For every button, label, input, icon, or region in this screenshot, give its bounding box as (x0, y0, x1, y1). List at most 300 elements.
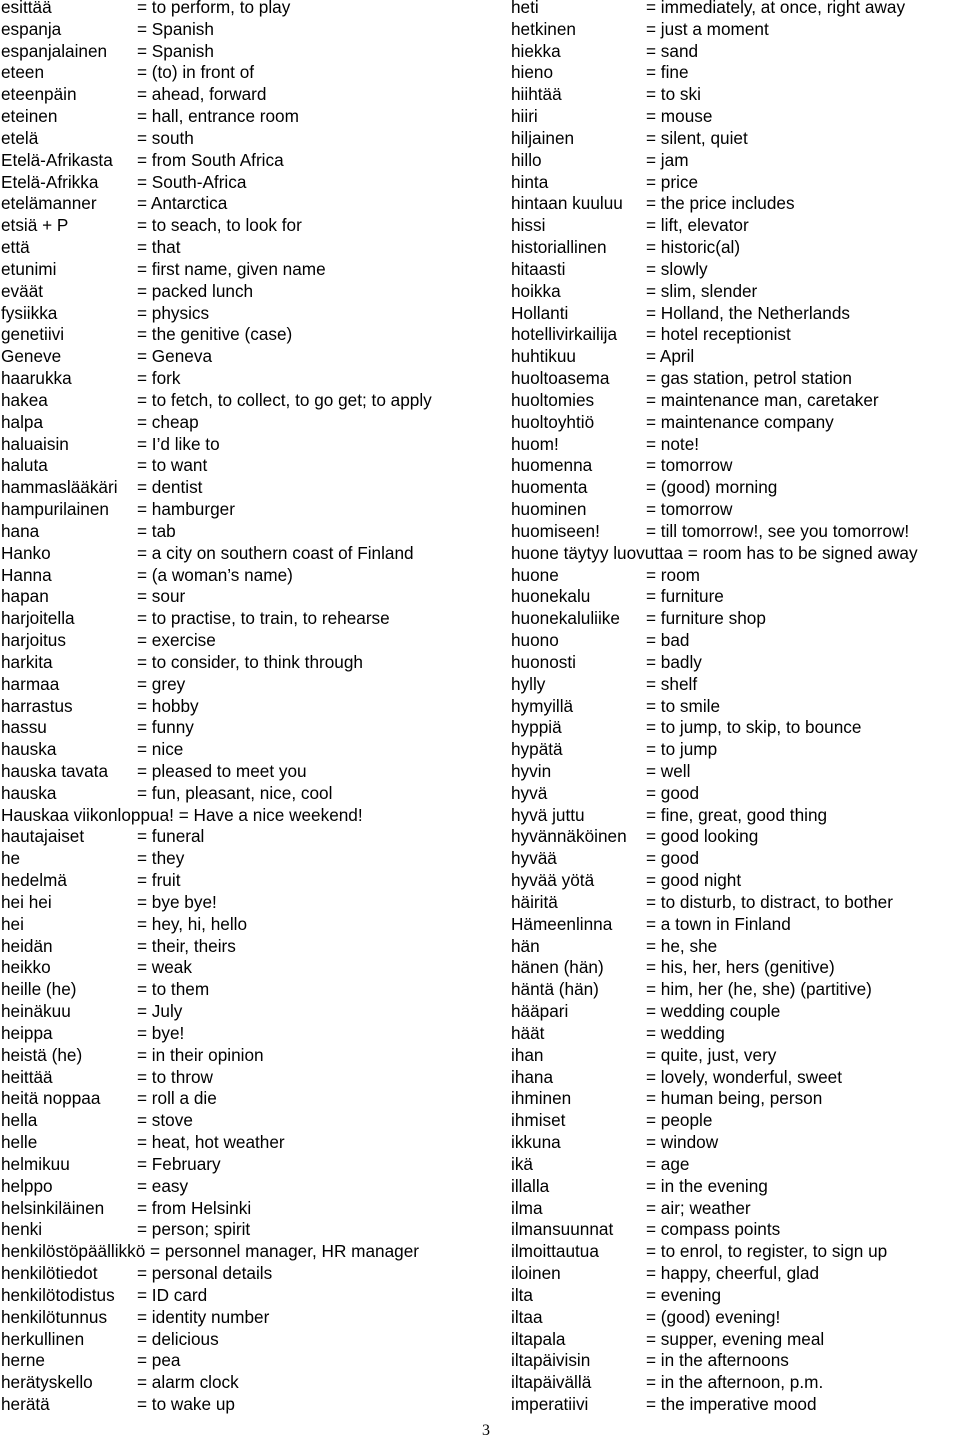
finnish-term: hyvää yötä (511, 870, 595, 891)
vocabulary-entry (1, 1045, 491, 1067)
english-definition: = packed lunch (137, 280, 254, 301)
vocabulary-entry (511, 1088, 960, 1110)
english-definition: = to consider, to think through (137, 651, 363, 672)
finnish-term: häntä (hän) (511, 979, 599, 1000)
vocabulary-entry (511, 936, 960, 958)
finnish-term: herne (1, 1350, 45, 1371)
english-definition: = supper, evening meal (646, 1328, 825, 1349)
finnish-term: fysiikka (1, 302, 58, 323)
english-definition: = Spanish (137, 18, 214, 39)
english-definition: = room (646, 564, 700, 585)
finnish-term: hoikka (511, 280, 561, 301)
english-definition: = weak (137, 957, 192, 978)
finnish-term: hiljainen (511, 127, 575, 148)
vocabulary-entry (511, 1132, 960, 1154)
vocabulary-entry (511, 521, 960, 543)
finnish-term: ihan (511, 1044, 544, 1065)
finnish-term: iltapäivisin (511, 1350, 591, 1371)
entry-full-line: Hauskaa viikonloppua! = Have a nice weekend! (1, 804, 363, 825)
vocabulary-entry (1, 1307, 491, 1329)
english-definition: = April (646, 346, 695, 367)
english-definition: = the price includes (646, 193, 795, 214)
english-definition: = good (646, 848, 700, 869)
finnish-term: ihminen (511, 1088, 572, 1109)
vocabulary-entry (511, 1219, 960, 1241)
finnish-term: eteenpäin (1, 84, 77, 105)
english-definition: = fruit (137, 870, 181, 891)
finnish-term: Hanna (1, 564, 52, 585)
vocabulary-entry (1, 1154, 491, 1176)
entry-full-line: henkilöstöpäällikkö = personnel manager, HR manager (1, 1241, 419, 1262)
english-definition: = easy (137, 1175, 189, 1196)
vocabulary-entry (1, 1132, 491, 1154)
vocabulary-entry (1, 412, 491, 434)
vocabulary-entry (511, 193, 960, 215)
finnish-term: hella (1, 1110, 38, 1131)
finnish-term: imperatiivi (511, 1394, 589, 1414)
english-definition: = in the afternoon, p.m. (646, 1372, 824, 1393)
vocabulary-entry (1, 1088, 491, 1110)
english-definition: = wedding (646, 1022, 725, 1043)
page-number: 3 (482, 1422, 490, 1439)
english-definition: = from Helsinki (137, 1197, 252, 1218)
finnish-term: huonosti (511, 651, 576, 672)
vocabulary-entry (511, 499, 960, 521)
english-definition: = badly (646, 651, 702, 672)
finnish-term: harkita (1, 651, 53, 672)
vocabulary-entry (1, 434, 491, 456)
vocabulary-entry (511, 848, 960, 870)
vocabulary-entry (511, 281, 960, 303)
english-definition: = a town in Finland (646, 913, 791, 934)
finnish-term: Hanko (1, 542, 51, 563)
finnish-term: henkilötunnus (1, 1306, 108, 1327)
english-definition: = from South Africa (137, 149, 284, 170)
vocabulary-entry (511, 477, 960, 499)
finnish-term: helmikuu (1, 1153, 70, 1174)
english-definition: = to wake up (137, 1394, 235, 1414)
vocabulary-entry (1, 1198, 491, 1220)
english-definition: = to practise, to train, to rehearse (137, 608, 390, 629)
vocabulary-entry (1, 477, 491, 499)
vocabulary-entry (1, 1350, 491, 1372)
english-definition: = wedding couple (646, 1001, 781, 1022)
english-definition: = grey (137, 673, 186, 694)
vocabulary-entry (511, 783, 960, 805)
finnish-term: helsinkiläinen (1, 1197, 105, 1218)
finnish-term: iltapäivällä (511, 1372, 592, 1393)
finnish-term: Etelä-Afrikasta (1, 149, 113, 170)
vocabulary-entry (1, 630, 491, 652)
finnish-term: genetiivi (1, 324, 65, 345)
finnish-term: helle (1, 1132, 38, 1153)
english-definition: = shelf (646, 673, 698, 694)
english-definition: = (a woman’s name) (137, 564, 293, 585)
vocabulary-entry (511, 696, 960, 718)
english-definition: = him, her (he, she) (partitive) (646, 979, 872, 1000)
english-definition: = quite, just, very (646, 1044, 777, 1065)
english-definition: = to throw (137, 1066, 213, 1087)
english-definition: = note! (646, 433, 700, 454)
vocabulary-entry (511, 1176, 960, 1198)
vocabulary-entry (511, 1350, 960, 1372)
finnish-term: heikko (1, 957, 51, 978)
finnish-term: hän (511, 935, 540, 956)
finnish-term: hinta (511, 171, 549, 192)
english-definition: = in the afternoons (646, 1350, 789, 1371)
finnish-term: herkullinen (1, 1328, 85, 1349)
finnish-term: Hämeenlinna (511, 913, 613, 934)
english-definition: = evening (646, 1284, 722, 1305)
english-definition: = he, she (646, 935, 718, 956)
finnish-term: huone (511, 564, 559, 585)
finnish-term: eväät (1, 280, 44, 301)
english-definition: = bye bye! (137, 891, 217, 912)
vocabulary-entry (511, 1001, 960, 1023)
finnish-term: hammaslääkäri (1, 477, 118, 498)
finnish-term: hauska tavata (1, 760, 109, 781)
english-definition: = silent, quiet (646, 127, 748, 148)
vocabulary-entry (511, 1067, 960, 1089)
english-definition: = funny (137, 717, 194, 738)
vocabulary-entry (511, 434, 960, 456)
vocabulary-entry (1, 761, 491, 783)
vocabulary-entry (511, 1372, 960, 1394)
english-definition: = age (646, 1153, 690, 1174)
english-definition: = fine (646, 62, 689, 83)
finnish-term: huhtikuu (511, 346, 576, 367)
english-definition: = tab (137, 520, 176, 541)
vocabulary-entry (1, 324, 491, 346)
vocabulary-entry (1, 84, 491, 106)
english-definition: = to jump, to skip, to bounce (646, 717, 862, 738)
english-definition: = happy, cheerful, glad (646, 1263, 820, 1284)
english-definition: = to smile (646, 695, 721, 716)
vocabulary-entry (1, 652, 491, 674)
vocabulary-entry (1, 1372, 491, 1394)
vocabulary-entry (1, 1219, 491, 1241)
finnish-term: harjoitella (1, 608, 75, 629)
english-definition: = South-Africa (137, 171, 247, 192)
vocabulary-entry (511, 717, 960, 739)
english-definition: = hall, entrance room (137, 106, 299, 127)
finnish-term: hedelmä (1, 870, 67, 891)
finnish-term: illalla (511, 1175, 550, 1196)
finnish-term: heidän (1, 935, 53, 956)
english-definition: = first name, given name (137, 258, 326, 279)
left-vocabulary-column (1, 0, 491, 1416)
finnish-term: huomenna (511, 455, 593, 476)
english-definition: = good looking (646, 826, 759, 847)
vocabulary-entry (511, 1285, 960, 1307)
english-definition: = fine, great, good thing (646, 804, 828, 825)
vocabulary-entry (511, 41, 960, 63)
vocabulary-entry (511, 1307, 960, 1329)
finnish-term: historiallinen (511, 237, 607, 258)
finnish-term: huoltoyhtiö (511, 411, 595, 432)
vocabulary-entry (511, 892, 960, 914)
english-definition: = just a moment (646, 18, 769, 39)
vocabulary-entry (1, 455, 491, 477)
english-definition: = in their opinion (137, 1044, 264, 1065)
finnish-term: ihana (511, 1066, 554, 1087)
english-definition: = Geneva (137, 346, 213, 367)
english-definition: = people (646, 1110, 713, 1131)
vocabulary-entry (1, 805, 491, 827)
finnish-term: hyvä juttu (511, 804, 585, 825)
finnish-term: etelämanner (1, 193, 97, 214)
finnish-term: ilmansuunnat (511, 1219, 614, 1240)
finnish-term: etelä (1, 127, 39, 148)
finnish-term: huonekalu (511, 586, 591, 607)
finnish-term: hauska (1, 782, 57, 803)
english-definition: = immediately, at once, right away (646, 0, 906, 17)
vocabulary-entry (1, 303, 491, 325)
finnish-term: hyvännäköinen (511, 826, 627, 847)
finnish-term: hiihtää (511, 84, 562, 105)
english-definition: = slim, slender (646, 280, 758, 301)
finnish-term: he (1, 848, 21, 869)
vocabulary-entry (1, 1001, 491, 1023)
vocabulary-entry (1, 390, 491, 412)
vocabulary-entry (1, 783, 491, 805)
finnish-term: huom! (511, 433, 559, 454)
finnish-term: hillo (511, 149, 542, 170)
finnish-term: etsiä + P (1, 215, 69, 236)
vocabulary-entry (1, 1263, 491, 1285)
finnish-term: huomiseen! (511, 520, 600, 541)
finnish-term: hyvää (511, 848, 557, 869)
vocabulary-entry (511, 1263, 960, 1285)
vocabulary-entry (511, 0, 960, 19)
vocabulary-entry (1, 739, 491, 761)
vocabulary-entry (511, 1110, 960, 1132)
finnish-term: hymyillä (511, 695, 574, 716)
finnish-term: heti (511, 0, 539, 17)
english-definition: = slowly (646, 258, 708, 279)
vocabulary-entry (1, 979, 491, 1001)
finnish-term: huono (511, 630, 559, 651)
english-definition: = dentist (137, 477, 203, 498)
finnish-term: ilma (511, 1197, 543, 1218)
vocabulary-entry (511, 1023, 960, 1045)
vocabulary-entry (511, 1394, 960, 1416)
finnish-term: hautajaiset (1, 826, 85, 847)
finnish-term: hääpari (511, 1001, 569, 1022)
english-definition: = February (137, 1153, 221, 1174)
english-definition: = Antarctica (137, 193, 228, 214)
english-definition: = to fetch, to collect, to go get; to apply (137, 389, 432, 410)
entry-full-line: huone täytyy luovuttaa = room has to be signed away (511, 542, 918, 563)
finnish-term: hauska (1, 739, 57, 760)
english-definition: = to enrol, to register, to sign up (646, 1241, 888, 1262)
vocabulary-entry (511, 739, 960, 761)
english-definition: = compass points (646, 1219, 781, 1240)
vocabulary-entry (1, 346, 491, 368)
finnish-term: heinäkuu (1, 1001, 71, 1022)
english-definition: = that (137, 237, 181, 258)
finnish-term: hyvin (511, 760, 552, 781)
vocabulary-entry (511, 565, 960, 587)
vocabulary-entry (1, 957, 491, 979)
finnish-term: hana (1, 520, 40, 541)
vocabulary-entry (1, 237, 491, 259)
english-definition: = mouse (646, 106, 713, 127)
finnish-term: hampurilainen (1, 499, 109, 520)
english-definition: = their, theirs (137, 935, 236, 956)
vocabulary-entry (1, 1110, 491, 1132)
english-definition: = gas station, petrol station (646, 368, 852, 389)
vocabulary-entry (511, 914, 960, 936)
vocabulary-entry (1, 1067, 491, 1089)
english-definition: = to perform, to play (137, 0, 291, 17)
finnish-term: esittää (1, 0, 52, 17)
english-definition: = lovely, wonderful, sweet (646, 1066, 843, 1087)
english-definition: = personal details (137, 1263, 273, 1284)
english-definition: = exercise (137, 630, 216, 651)
vocabulary-entry (1, 19, 491, 41)
english-definition: = alarm clock (137, 1372, 239, 1393)
english-definition: = (to) in front of (137, 62, 255, 83)
english-definition: = air; weather (646, 1197, 751, 1218)
english-definition: = cheap (137, 411, 199, 432)
vocabulary-entry (1, 586, 491, 608)
finnish-term: haluaisin (1, 433, 69, 454)
english-definition: = his, her, hers (genitive) (646, 957, 835, 978)
vocabulary-entry (1, 41, 491, 63)
vocabulary-entry (511, 215, 960, 237)
english-definition: = person; spirit (137, 1219, 251, 1240)
vocabulary-entry (511, 543, 960, 565)
english-definition: = the imperative mood (646, 1394, 817, 1414)
finnish-term: henkilötodistus (1, 1284, 115, 1305)
english-definition: = hey, hi, hello (137, 913, 248, 934)
finnish-term: hei (1, 913, 24, 934)
finnish-term: heippa (1, 1022, 53, 1043)
finnish-term: ihmiset (511, 1110, 566, 1131)
english-definition: = pleased to meet you (137, 760, 307, 781)
vocabulary-entry (1, 172, 491, 194)
english-definition: = to them (137, 979, 210, 1000)
vocabulary-entry (1, 914, 491, 936)
finnish-term: huomenta (511, 477, 588, 498)
english-definition: = hotel receptionist (646, 324, 791, 345)
vocabulary-entry (511, 652, 960, 674)
vocabulary-entry (511, 106, 960, 128)
english-definition: = (good) evening! (646, 1306, 781, 1327)
finnish-term: ilta (511, 1284, 533, 1305)
vocabulary-entry (1, 892, 491, 914)
english-definition: = sand (646, 40, 699, 61)
vocabulary-entry (1, 62, 491, 84)
vocabulary-entry (511, 455, 960, 477)
vocabulary-entry (1, 128, 491, 150)
vocabulary-entry (1, 1285, 491, 1307)
vocabulary-entry (511, 303, 960, 325)
english-definition: = stove (137, 1110, 193, 1131)
vocabulary-entry (1, 150, 491, 172)
vocabulary-entry (511, 761, 960, 783)
vocabulary-entry (1, 870, 491, 892)
english-definition: = jam (646, 149, 689, 170)
finnish-term: haluta (1, 455, 48, 476)
english-definition: = tomorrow (646, 455, 733, 476)
english-definition: = fork (137, 368, 181, 389)
vocabulary-entry (511, 128, 960, 150)
finnish-term: halpa (1, 411, 44, 432)
finnish-term: heistä (he) (1, 1044, 83, 1065)
english-definition: = to want (137, 455, 208, 476)
vocabulary-entry (1, 674, 491, 696)
vocabulary-entry (511, 172, 960, 194)
vocabulary-entry (1, 521, 491, 543)
finnish-term: harrastus (1, 695, 73, 716)
english-definition: = identity number (137, 1306, 270, 1327)
vocabulary-entry (511, 390, 960, 412)
vocabulary-entry (1, 1023, 491, 1045)
finnish-term: ilmoittautua (511, 1241, 599, 1262)
vocabulary-entry (1, 543, 491, 565)
english-definition: = funeral (137, 826, 205, 847)
english-definition: = good night (646, 870, 742, 891)
vocabulary-entry (1, 0, 491, 19)
vocabulary-entry (511, 674, 960, 696)
english-definition: = bye! (137, 1022, 185, 1043)
english-definition: = maintenance company (646, 411, 834, 432)
vocabulary-entry (1, 608, 491, 630)
finnish-term: espanja (1, 18, 62, 39)
english-definition: = Holland, the Netherlands (646, 302, 850, 323)
english-definition: = tomorrow (646, 499, 733, 520)
vocabulary-entry (511, 1198, 960, 1220)
finnish-term: huominen (511, 499, 587, 520)
finnish-term: huoltoasema (511, 368, 610, 389)
vocabulary-entry (1, 1394, 491, 1416)
vocabulary-entry (1, 1241, 491, 1263)
english-definition: = the genitive (case) (137, 324, 293, 345)
finnish-term: helppo (1, 1175, 53, 1196)
english-definition: = hobby (137, 695, 199, 716)
vocabulary-entry (511, 150, 960, 172)
finnish-term: hitaasti (511, 258, 566, 279)
english-definition: = (good) morning (646, 477, 778, 498)
vocabulary-entry (1, 193, 491, 215)
english-definition: = south (137, 127, 194, 148)
english-definition: = furniture (646, 586, 724, 607)
vocabulary-entry (511, 84, 960, 106)
finnish-term: ikä (511, 1153, 533, 1174)
finnish-term: henki (1, 1219, 43, 1240)
english-definition: = roll a die (137, 1088, 217, 1109)
finnish-term: iltapala (511, 1328, 566, 1349)
vocabulary-entry (511, 324, 960, 346)
vocabulary-entry (1, 106, 491, 128)
vocabulary-entry (511, 1045, 960, 1067)
vocabulary-entry (511, 1329, 960, 1351)
english-definition: = maintenance man, caretaker (646, 389, 879, 410)
finnish-term: espanjalainen (1, 40, 108, 61)
vocabulary-entry (511, 608, 960, 630)
finnish-term: hylly (511, 673, 546, 694)
vocabulary-entry (511, 957, 960, 979)
english-definition: = ahead, forward (137, 84, 267, 105)
english-definition: = window (646, 1132, 719, 1153)
finnish-term: huonekaluliike (511, 608, 620, 629)
finnish-term: Geneve (1, 346, 62, 367)
english-definition: = ID card (137, 1284, 208, 1305)
finnish-term: hypätä (511, 739, 563, 760)
finnish-term: hänen (hän) (511, 957, 604, 978)
